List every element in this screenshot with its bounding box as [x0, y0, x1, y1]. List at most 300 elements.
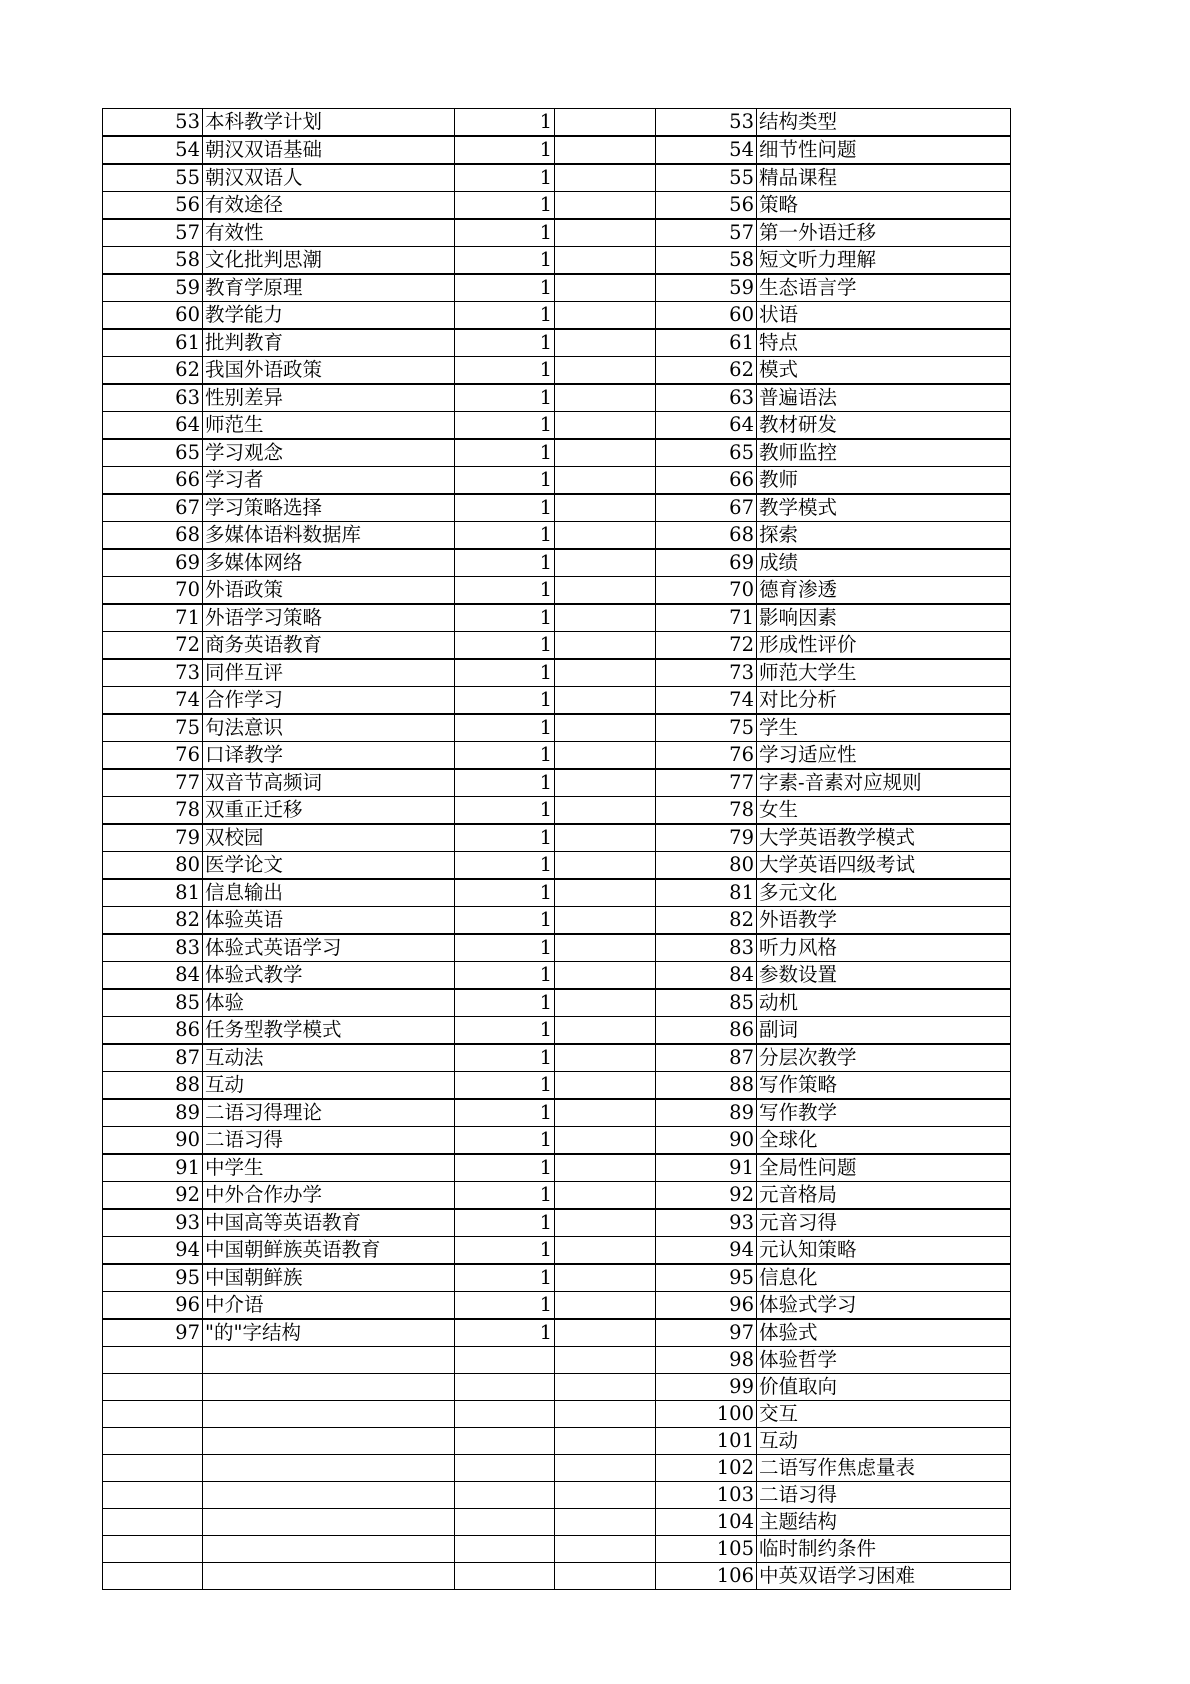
left-term-cell: 性别差异: [203, 384, 455, 412]
left-count-cell: 1: [455, 1072, 555, 1100]
left-number-cell: 56: [103, 192, 203, 220]
right-number-cell: 83: [656, 934, 757, 962]
table-row: [103, 1072, 1011, 1100]
right-term-cell: 写作策略: [757, 1072, 1011, 1100]
left-count-cell: 1: [455, 522, 555, 550]
right-term-cell: 动机: [757, 989, 1011, 1017]
left-number-cell: 94: [103, 1237, 203, 1265]
left-term-cell: [203, 1347, 455, 1374]
empty-cell: [555, 1017, 656, 1045]
right-term-cell: 成绩: [757, 549, 1011, 577]
table-row: [103, 1374, 1011, 1401]
left-count-cell: 1: [455, 604, 555, 632]
left-number-cell: 76: [103, 742, 203, 770]
empty-cell: [555, 1347, 656, 1374]
empty-cell: [555, 934, 656, 962]
right-number-cell: 75: [656, 714, 757, 742]
empty-cell: [555, 659, 656, 687]
left-count-cell: 1: [455, 1044, 555, 1072]
right-term-cell: 信息化: [757, 1264, 1011, 1292]
right-number-cell: 63: [656, 384, 757, 412]
right-number-cell: 55: [656, 164, 757, 192]
left-term-cell: 口译教学: [203, 742, 455, 770]
right-number-cell: 91: [656, 1154, 757, 1182]
right-term-cell: 二语写作焦虑量表: [757, 1455, 1011, 1482]
right-number-cell: 86: [656, 1017, 757, 1045]
right-number-cell: 103: [656, 1482, 757, 1509]
right-number-cell: 93: [656, 1209, 757, 1237]
right-term-cell: 对比分析: [757, 687, 1011, 715]
left-number-cell: 72: [103, 632, 203, 660]
left-term-cell: 互动: [203, 1072, 455, 1100]
left-term-cell: 合作学习: [203, 687, 455, 715]
left-term-cell: 有效途径: [203, 192, 455, 220]
left-number-cell: [103, 1347, 203, 1374]
table-row: [103, 742, 1011, 770]
left-term-cell: 商务英语教育: [203, 632, 455, 660]
empty-cell: [555, 797, 656, 825]
left-number-cell: 87: [103, 1044, 203, 1072]
left-term-cell: 体验英语: [203, 907, 455, 935]
empty-cell: [555, 274, 656, 302]
left-term-cell: 我国外语政策: [203, 357, 455, 385]
left-term-cell: 批判教育: [203, 329, 455, 357]
right-term-cell: 学习适应性: [757, 742, 1011, 770]
left-count-cell: 1: [455, 274, 555, 302]
empty-cell: [555, 412, 656, 440]
left-number-cell: 80: [103, 852, 203, 880]
left-term-cell: [203, 1482, 455, 1509]
table-row: [103, 1455, 1011, 1482]
right-term-cell: 体验式: [757, 1319, 1011, 1347]
left-number-cell: 69: [103, 549, 203, 577]
empty-cell: [555, 769, 656, 797]
empty-cell: [555, 247, 656, 275]
left-number-cell: 89: [103, 1099, 203, 1127]
right-number-cell: 60: [656, 302, 757, 330]
left-term-cell: 中国朝鲜族英语教育: [203, 1237, 455, 1265]
empty-cell: [555, 467, 656, 495]
right-term-cell: 大学英语四级考试: [757, 852, 1011, 880]
right-term-cell: 二语习得: [757, 1482, 1011, 1509]
left-number-cell: [103, 1455, 203, 1482]
table-row: [103, 1127, 1011, 1155]
empty-cell: [555, 1292, 656, 1320]
left-number-cell: 67: [103, 494, 203, 522]
right-term-cell: 临时制约条件: [757, 1536, 1011, 1563]
left-count-cell: 1: [455, 247, 555, 275]
table-row: [103, 1347, 1011, 1374]
left-number-cell: 90: [103, 1127, 203, 1155]
right-term-cell: 教师: [757, 467, 1011, 495]
left-count-cell: 1: [455, 549, 555, 577]
left-number-cell: 70: [103, 577, 203, 605]
left-term-cell: 朝汉双语人: [203, 164, 455, 192]
keyword-table-body: [103, 109, 1011, 1590]
left-term-cell: 中国高等英语教育: [203, 1209, 455, 1237]
left-count-cell: 1: [455, 494, 555, 522]
right-term-cell: 参数设置: [757, 962, 1011, 990]
right-number-cell: 78: [656, 797, 757, 825]
right-term-cell: 普遍语法: [757, 384, 1011, 412]
empty-cell: [555, 1044, 656, 1072]
right-term-cell: 生态语言学: [757, 274, 1011, 302]
table-row: [103, 907, 1011, 935]
table-row: [103, 136, 1011, 164]
left-number-cell: 68: [103, 522, 203, 550]
table-row: [103, 1264, 1011, 1292]
right-number-cell: 53: [656, 109, 757, 137]
left-count-cell: 1: [455, 824, 555, 852]
right-term-cell: 外语教学: [757, 907, 1011, 935]
table-row: [103, 852, 1011, 880]
empty-cell: [555, 1374, 656, 1401]
right-number-cell: 106: [656, 1563, 757, 1590]
right-term-cell: 德育渗透: [757, 577, 1011, 605]
empty-cell: [555, 1319, 656, 1347]
left-term-cell: 有效性: [203, 219, 455, 247]
right-number-cell: 81: [656, 879, 757, 907]
right-term-cell: 体验哲学: [757, 1347, 1011, 1374]
left-number-cell: [103, 1563, 203, 1590]
left-count-cell: 1: [455, 962, 555, 990]
left-term-cell: 医学论文: [203, 852, 455, 880]
table-row: [103, 659, 1011, 687]
left-term-cell: 师范生: [203, 412, 455, 440]
empty-cell: [555, 1563, 656, 1590]
left-count-cell: 1: [455, 934, 555, 962]
left-number-cell: 65: [103, 439, 203, 467]
right-number-cell: 66: [656, 467, 757, 495]
left-term-cell: 教学能力: [203, 302, 455, 330]
table-row: [103, 164, 1011, 192]
table-row: [103, 522, 1011, 550]
left-count-cell: [455, 1536, 555, 1563]
right-number-cell: 97: [656, 1319, 757, 1347]
table-row: [103, 1319, 1011, 1347]
left-number-cell: 77: [103, 769, 203, 797]
left-count-cell: 1: [455, 1319, 555, 1347]
right-number-cell: 80: [656, 852, 757, 880]
table-row: [103, 109, 1011, 137]
right-term-cell: 副词: [757, 1017, 1011, 1045]
right-term-cell: 结构类型: [757, 109, 1011, 137]
left-term-cell: [203, 1455, 455, 1482]
table-row: [103, 1182, 1011, 1210]
left-number-cell: 88: [103, 1072, 203, 1100]
right-number-cell: 85: [656, 989, 757, 1017]
table-row: [103, 247, 1011, 275]
empty-cell: [555, 824, 656, 852]
empty-cell: [555, 852, 656, 880]
left-count-cell: 1: [455, 1292, 555, 1320]
table-row: [103, 714, 1011, 742]
table-row: [103, 797, 1011, 825]
table-row: [103, 274, 1011, 302]
left-number-cell: 95: [103, 1264, 203, 1292]
left-count-cell: 1: [455, 577, 555, 605]
right-number-cell: 89: [656, 1099, 757, 1127]
table-row: [103, 1292, 1011, 1320]
left-count-cell: 1: [455, 1099, 555, 1127]
left-count-cell: 1: [455, 136, 555, 164]
left-count-cell: 1: [455, 989, 555, 1017]
left-number-cell: 75: [103, 714, 203, 742]
right-number-cell: 70: [656, 577, 757, 605]
left-term-cell: 任务型教学模式: [203, 1017, 455, 1045]
left-number-cell: 57: [103, 219, 203, 247]
left-number-cell: 83: [103, 934, 203, 962]
right-term-cell: 元音习得: [757, 1209, 1011, 1237]
left-number-cell: 93: [103, 1209, 203, 1237]
right-term-cell: 策略: [757, 192, 1011, 220]
left-term-cell: "的"字结构: [203, 1319, 455, 1347]
right-number-cell: 88: [656, 1072, 757, 1100]
right-term-cell: 听力风格: [757, 934, 1011, 962]
right-term-cell: 全球化: [757, 1127, 1011, 1155]
empty-cell: [555, 329, 656, 357]
empty-cell: [555, 714, 656, 742]
table-row: [103, 824, 1011, 852]
table-row: [103, 934, 1011, 962]
right-number-cell: 73: [656, 659, 757, 687]
table-row: [103, 1563, 1011, 1590]
right-number-cell: 98: [656, 1347, 757, 1374]
right-number-cell: 57: [656, 219, 757, 247]
left-count-cell: 1: [455, 219, 555, 247]
left-term-cell: 学习者: [203, 467, 455, 495]
left-number-cell: 85: [103, 989, 203, 1017]
table-row: [103, 1509, 1011, 1536]
empty-cell: [555, 1182, 656, 1210]
left-count-cell: 1: [455, 164, 555, 192]
left-count-cell: 1: [455, 439, 555, 467]
left-count-cell: 1: [455, 302, 555, 330]
right-number-cell: 87: [656, 1044, 757, 1072]
right-term-cell: 探索: [757, 522, 1011, 550]
table-row: [103, 494, 1011, 522]
left-term-cell: 教育学原理: [203, 274, 455, 302]
left-number-cell: [103, 1374, 203, 1401]
left-number-cell: 74: [103, 687, 203, 715]
left-count-cell: 1: [455, 742, 555, 770]
left-count-cell: 1: [455, 1264, 555, 1292]
left-count-cell: 1: [455, 192, 555, 220]
empty-cell: [555, 1154, 656, 1182]
right-term-cell: 互动: [757, 1428, 1011, 1455]
empty-cell: [555, 604, 656, 632]
left-term-cell: 文化批判思潮: [203, 247, 455, 275]
left-term-cell: 体验: [203, 989, 455, 1017]
keyword-table: [102, 108, 1011, 1590]
right-term-cell: 价值取向: [757, 1374, 1011, 1401]
right-number-cell: 79: [656, 824, 757, 852]
right-term-cell: 交互: [757, 1401, 1011, 1428]
left-count-cell: 1: [455, 714, 555, 742]
right-term-cell: 教师监控: [757, 439, 1011, 467]
table-row: [103, 1536, 1011, 1563]
left-number-cell: 96: [103, 1292, 203, 1320]
left-number-cell: 78: [103, 797, 203, 825]
left-number-cell: 59: [103, 274, 203, 302]
left-count-cell: 1: [455, 879, 555, 907]
left-number-cell: 55: [103, 164, 203, 192]
table-row: [103, 879, 1011, 907]
left-count-cell: 1: [455, 1237, 555, 1265]
left-term-cell: 二语习得: [203, 1127, 455, 1155]
left-count-cell: [455, 1374, 555, 1401]
table-row: [103, 549, 1011, 577]
right-term-cell: 模式: [757, 357, 1011, 385]
left-number-cell: 71: [103, 604, 203, 632]
right-number-cell: 58: [656, 247, 757, 275]
left-count-cell: 1: [455, 852, 555, 880]
table-row: [103, 1401, 1011, 1428]
empty-cell: [555, 192, 656, 220]
left-count-cell: 1: [455, 632, 555, 660]
empty-cell: [555, 1072, 656, 1100]
left-count-cell: 1: [455, 329, 555, 357]
table-row: [103, 989, 1011, 1017]
left-term-cell: 学习观念: [203, 439, 455, 467]
left-count-cell: [455, 1401, 555, 1428]
table-row: [103, 192, 1011, 220]
left-number-cell: [103, 1482, 203, 1509]
left-term-cell: [203, 1428, 455, 1455]
right-number-cell: 100: [656, 1401, 757, 1428]
table-row: [103, 604, 1011, 632]
empty-cell: [555, 907, 656, 935]
right-term-cell: 教学模式: [757, 494, 1011, 522]
left-term-cell: [203, 1536, 455, 1563]
right-term-cell: 特点: [757, 329, 1011, 357]
table-row: [103, 1099, 1011, 1127]
right-number-cell: 59: [656, 274, 757, 302]
right-number-cell: 72: [656, 632, 757, 660]
empty-cell: [555, 439, 656, 467]
empty-cell: [555, 879, 656, 907]
table-row: [103, 357, 1011, 385]
right-term-cell: 主题结构: [757, 1509, 1011, 1536]
table-row: [103, 687, 1011, 715]
right-term-cell: 中英双语学习困难: [757, 1563, 1011, 1590]
right-number-cell: 61: [656, 329, 757, 357]
left-number-cell: 53: [103, 109, 203, 137]
table-row: [103, 1482, 1011, 1509]
right-term-cell: 多元文化: [757, 879, 1011, 907]
left-term-cell: 体验式教学: [203, 962, 455, 990]
right-term-cell: 写作教学: [757, 1099, 1011, 1127]
right-term-cell: 字素-音素对应规则: [757, 769, 1011, 797]
right-number-cell: 105: [656, 1536, 757, 1563]
left-term-cell: 双重正迁移: [203, 797, 455, 825]
right-number-cell: 76: [656, 742, 757, 770]
right-term-cell: 元音格局: [757, 1182, 1011, 1210]
left-number-cell: 92: [103, 1182, 203, 1210]
left-number-cell: 86: [103, 1017, 203, 1045]
left-term-cell: 多媒体网络: [203, 549, 455, 577]
left-count-cell: [455, 1347, 555, 1374]
right-number-cell: 71: [656, 604, 757, 632]
right-term-cell: 影响因素: [757, 604, 1011, 632]
left-term-cell: 中外合作办学: [203, 1182, 455, 1210]
left-number-cell: 64: [103, 412, 203, 440]
right-term-cell: 精品课程: [757, 164, 1011, 192]
right-term-cell: 状语: [757, 302, 1011, 330]
right-number-cell: 69: [656, 549, 757, 577]
left-term-cell: [203, 1374, 455, 1401]
empty-cell: [555, 136, 656, 164]
empty-cell: [555, 1536, 656, 1563]
left-count-cell: [455, 1455, 555, 1482]
empty-cell: [555, 632, 656, 660]
table-row: [103, 962, 1011, 990]
empty-cell: [555, 384, 656, 412]
table-row: [103, 1154, 1011, 1182]
empty-cell: [555, 1127, 656, 1155]
left-count-cell: [455, 1563, 555, 1590]
left-term-cell: 中国朝鲜族: [203, 1264, 455, 1292]
left-term-cell: 多媒体语料数据库: [203, 522, 455, 550]
left-count-cell: 1: [455, 797, 555, 825]
right-number-cell: 92: [656, 1182, 757, 1210]
left-term-cell: 句法意识: [203, 714, 455, 742]
table-row: [103, 219, 1011, 247]
empty-cell: [555, 549, 656, 577]
empty-cell: [555, 1099, 656, 1127]
right-number-cell: 99: [656, 1374, 757, 1401]
right-number-cell: 64: [656, 412, 757, 440]
table-row: [103, 439, 1011, 467]
left-number-cell: 66: [103, 467, 203, 495]
empty-cell: [555, 302, 656, 330]
left-term-cell: 双音节高频词: [203, 769, 455, 797]
right-term-cell: 师范大学生: [757, 659, 1011, 687]
left-count-cell: 1: [455, 384, 555, 412]
right-number-cell: 101: [656, 1428, 757, 1455]
left-term-cell: 中学生: [203, 1154, 455, 1182]
left-count-cell: 1: [455, 109, 555, 137]
table-row: [103, 1237, 1011, 1265]
right-term-cell: 分层次教学: [757, 1044, 1011, 1072]
right-number-cell: 62: [656, 357, 757, 385]
left-number-cell: 82: [103, 907, 203, 935]
left-term-cell: 互动法: [203, 1044, 455, 1072]
left-term-cell: 学习策略选择: [203, 494, 455, 522]
right-term-cell: 全局性问题: [757, 1154, 1011, 1182]
table-row: [103, 1428, 1011, 1455]
right-term-cell: 学生: [757, 714, 1011, 742]
left-term-cell: 中介语: [203, 1292, 455, 1320]
left-count-cell: 1: [455, 769, 555, 797]
left-term-cell: 外语政策: [203, 577, 455, 605]
right-term-cell: 第一外语迁移: [757, 219, 1011, 247]
empty-cell: [555, 357, 656, 385]
left-count-cell: [455, 1428, 555, 1455]
left-term-cell: 信息输出: [203, 879, 455, 907]
left-term-cell: [203, 1401, 455, 1428]
left-term-cell: 二语习得理论: [203, 1099, 455, 1127]
right-number-cell: 90: [656, 1127, 757, 1155]
empty-cell: [555, 494, 656, 522]
empty-cell: [555, 742, 656, 770]
left-count-cell: [455, 1482, 555, 1509]
left-number-cell: 54: [103, 136, 203, 164]
left-term-cell: 朝汉双语基础: [203, 136, 455, 164]
right-number-cell: 54: [656, 136, 757, 164]
left-term-cell: 体验式英语学习: [203, 934, 455, 962]
empty-cell: [555, 1509, 656, 1536]
